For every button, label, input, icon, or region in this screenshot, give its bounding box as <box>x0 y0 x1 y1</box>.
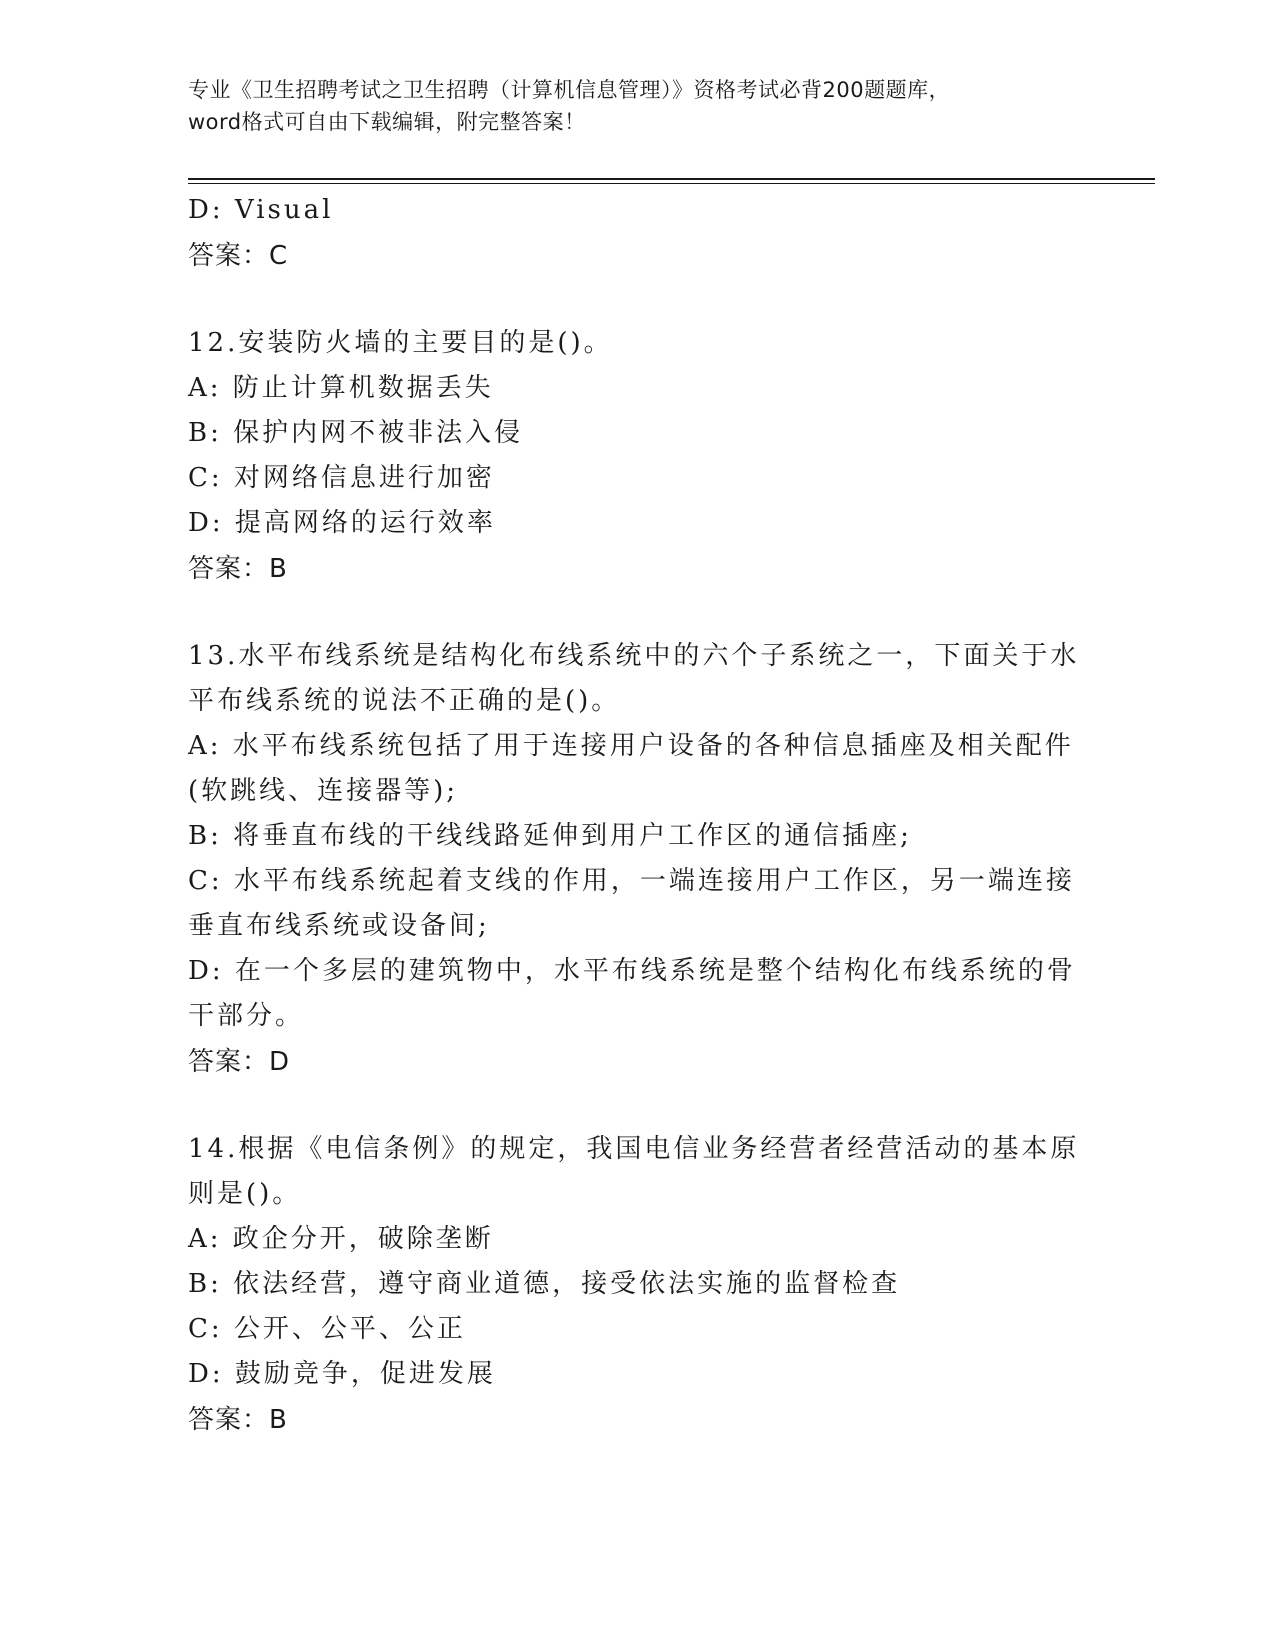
question-stem-line: 则是()。 <box>188 1179 302 1209</box>
answer-line: 答案：D <box>188 1047 291 1077</box>
option-b: B: 将垂直布线的干线线路延伸到用户工作区的通信插座; <box>188 821 912 851</box>
option-d: D: 在一个多层的建筑物中，水平布线系统是整个结构化布线系统的骨 <box>188 956 1076 986</box>
option-d: D: Visual <box>188 195 334 225</box>
header-divider-thin <box>188 183 1155 184</box>
header-title-line-2: word格式可自由下载编辑，附完整答案！ <box>188 110 586 134</box>
option-a: A: 防止计算机数据丢失 <box>188 373 494 403</box>
option-a: A: 水平布线系统包括了用于连接用户设备的各种信息插座及相关配件 <box>188 731 1074 761</box>
spacer <box>188 279 1088 321</box>
option-b: B: 依法经营，遵守商业道德，接受依法实施的监督检查 <box>188 1269 901 1299</box>
question-stem-line: 12.安装防火墙的主要目的是()。 <box>188 328 613 358</box>
header-title-line-1: 专业《卫生招聘考试之卫生招聘（计算机信息管理）》资格考试必背200题题库， <box>188 78 951 102</box>
answer-line: 答案：C <box>188 241 289 271</box>
answer-line: 答案：B <box>188 1405 288 1435</box>
spacer <box>188 592 1088 634</box>
option-d: D: 提高网络的运行效率 <box>188 508 496 538</box>
question-11-continued <box>188 188 1088 279</box>
option-c: C: 水平布线系统起着支线的作用，一端连接用户工作区，另一端连接 <box>188 866 1075 896</box>
question-12 <box>188 321 1088 592</box>
option-a: A: 政企分开，破除垄断 <box>188 1224 494 1254</box>
option-c-continued: 垂直布线系统或设备间; <box>188 911 490 941</box>
header-divider-thick <box>188 178 1155 180</box>
option-d-continued: 干部分。 <box>188 1001 305 1031</box>
document-header <box>188 74 1068 138</box>
option-c: C: 公开、公平、公正 <box>188 1314 466 1344</box>
option-b: B: 保护内网不被非法入侵 <box>188 418 524 448</box>
question-stem-line: 平布线系统的说法不正确的是()。 <box>188 686 621 716</box>
question-14 <box>188 1127 1088 1443</box>
option-d: D: 鼓励竞争，促进发展 <box>188 1359 496 1389</box>
option-a-continued: (软跳线、连接器等); <box>188 776 459 806</box>
question-stem-line: 13.水平布线系统是结构化布线系统中的六个子系统之一，下面关于水 <box>188 641 1080 671</box>
question-stem-line: 14.根据《电信条例》的规定，我国电信业务经营者经营活动的基本原 <box>188 1134 1080 1164</box>
answer-line: 答案：B <box>188 554 288 584</box>
spacer <box>188 1085 1088 1127</box>
question-list <box>188 188 1088 1443</box>
question-13 <box>188 634 1088 1085</box>
option-c: C: 对网络信息进行加密 <box>188 463 495 493</box>
